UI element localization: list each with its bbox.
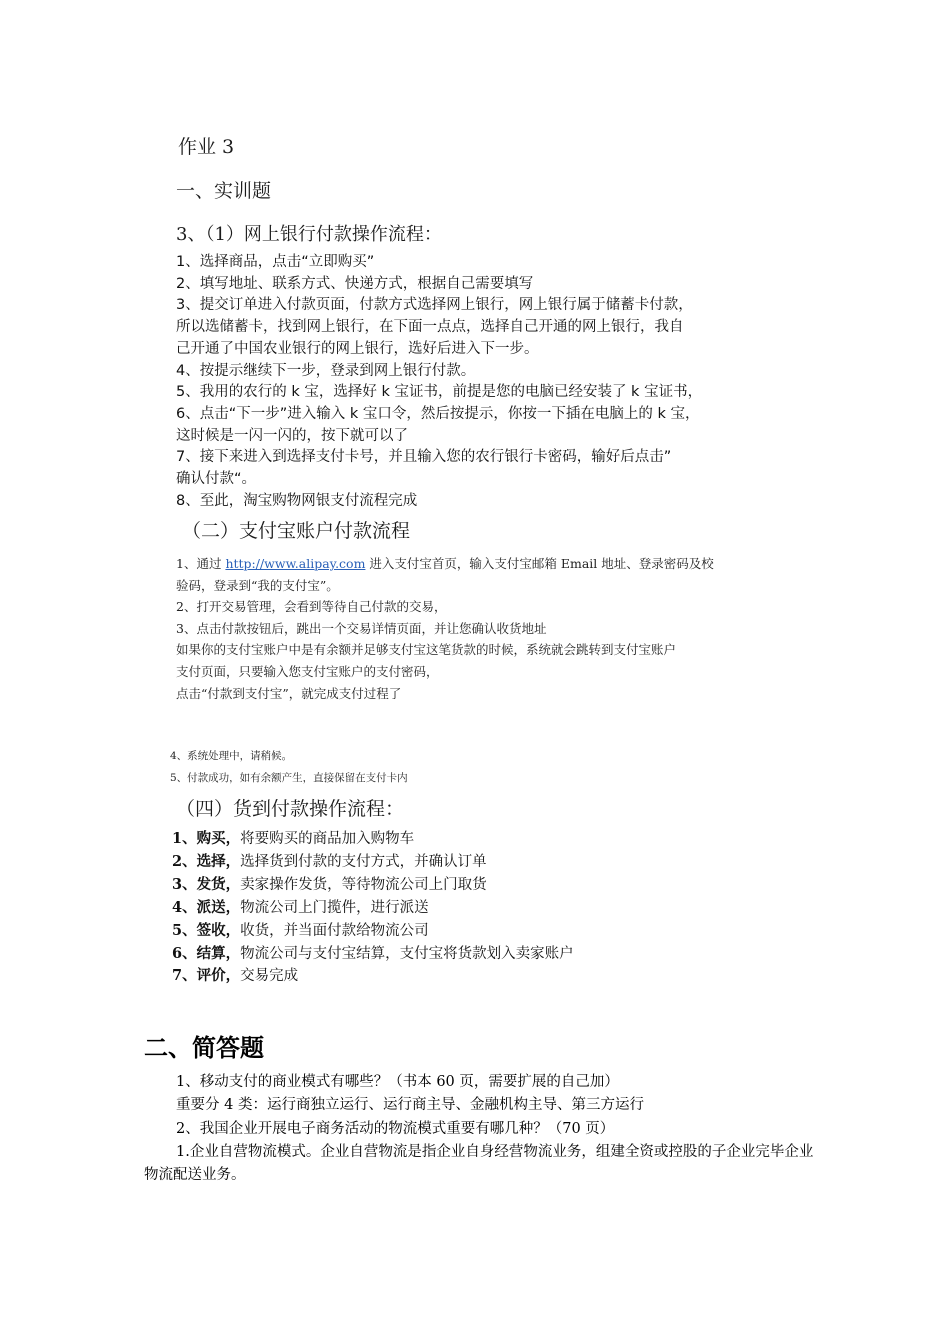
list-item bbox=[172, 828, 574, 851]
list-item: 验码，登录到“我的支付宝”。 bbox=[176, 577, 339, 593]
alipay-link[interactable]: http://www.alipay.com bbox=[225, 556, 366, 571]
step-label: 5、签收， bbox=[172, 921, 241, 939]
list-item: 7、接下来进入到选择支付卡号，并且输入您的农行银行卡密码，输好后点击” bbox=[176, 449, 672, 466]
cod-payment-steps bbox=[172, 828, 574, 988]
step-text: 将要购买的商品加入购物车 bbox=[240, 831, 415, 847]
list-item: 4、按提示继续下一步，登录到网上银行付款。 bbox=[176, 362, 476, 379]
step-text: 物流公司与支付宝结算，支付宝将货款划入卖家账户 bbox=[240, 945, 574, 962]
alipay-extra-steps bbox=[170, 745, 408, 789]
list-item: 这时候是一闪一闪的，按下就可以了 bbox=[176, 427, 408, 444]
step-label: 6、结算， bbox=[172, 944, 241, 962]
list-item: 1、选择商品，点击“立即购买” bbox=[176, 254, 375, 270]
cod-payment-heading: （四）货到付款操作流程： bbox=[176, 798, 405, 820]
step-label: 7、评价， bbox=[172, 967, 241, 985]
list-item: 2、填写地址、联系方式、快递方式，根据自己需要填写 bbox=[176, 275, 534, 292]
step-label: 1、购买， bbox=[172, 830, 241, 847]
section1-heading: 一、实训题 bbox=[176, 180, 272, 202]
bank-payment-steps bbox=[176, 252, 702, 512]
list-item bbox=[172, 920, 574, 943]
list-item: 2、打开交易管理，会看到等待自己付款的交易， bbox=[176, 599, 447, 615]
list-item: 4、系统处理中，请稍候。 bbox=[170, 750, 293, 762]
step-text: 物流公司上门揽件，进行派送 bbox=[240, 899, 429, 916]
list-item bbox=[172, 897, 574, 920]
bank-payment-heading: 3、（1）网上银行付款操作流程： bbox=[176, 224, 442, 245]
short-answer-block bbox=[144, 1071, 814, 1187]
list-item: 支付页面，只要输入您支付宝账户的支付密码， bbox=[176, 663, 439, 679]
list-item: 点击“付款到支付宝”，就完成支付过程了 bbox=[176, 685, 402, 701]
list-item bbox=[172, 874, 574, 897]
answer-2: 1.企业自营物流模式。企业自营物流是指企业自身经营物流业务，组建全资或控股的子企业完毕企业物流配送业务。 bbox=[144, 1143, 814, 1184]
answer-1: 重要分 4 类：运行商独立运行、运行商主导、金融机构主导、第三方运行 bbox=[176, 1097, 644, 1114]
list-item: 6、点击“下一步”进入输入 k 宝口令，然后按提示，你按一下插在电脑上的 k 宝， bbox=[176, 405, 700, 422]
list-item bbox=[172, 965, 574, 988]
list-item: 如果你的支付宝账户中是有余额并足够支付宝这笔货款的时候，系统就会跳转到支付宝账户 bbox=[176, 642, 677, 658]
step-label: 2、选择， bbox=[172, 852, 241, 870]
list-item: 确认付款“。 bbox=[176, 471, 257, 488]
list-item: 5、付款成功，如有余额产生，直接保留在支付卡内 bbox=[170, 772, 408, 784]
step-text: 收货，并当面付款给物流公司 bbox=[240, 922, 429, 939]
list-item: 3、提交订单进入付款页面，付款方式选择网上银行，网上银行属于储蓄卡付款， bbox=[176, 297, 693, 314]
step-prefix: 1、通过 bbox=[176, 556, 226, 571]
question-1: 1、移动支付的商业模式有哪些？（书本 60 页，需要扩展的自己加） bbox=[176, 1074, 619, 1090]
step-text: 交易完成 bbox=[240, 968, 299, 985]
list-item bbox=[172, 851, 574, 874]
alipay-payment-steps bbox=[176, 553, 714, 704]
section2-heading: 二、简答题 bbox=[144, 1033, 264, 1062]
list-item: 所以选储蓄卡，找到网上银行，在下面一点点，选择自己开通的网上银行，我自 bbox=[176, 319, 684, 336]
step-label: 4、派送， bbox=[172, 898, 241, 916]
list-item: 己开通了中国农业银行的网上银行，选好后进入下一步。 bbox=[176, 340, 539, 357]
list-item bbox=[176, 553, 714, 575]
alipay-payment-heading: （二）支付宝账户付款流程 bbox=[182, 520, 411, 542]
step-label: 3、发货， bbox=[172, 875, 241, 893]
step-suffix: 进入支付宝首页，输入支付宝邮箱 Email 地址、登录密码及校 bbox=[365, 556, 714, 571]
list-item bbox=[172, 943, 574, 966]
document-title: 作业 3 bbox=[178, 136, 235, 158]
list-item: 3、点击付款按钮后，跳出一个交易详情页面，并让您确认收货地址 bbox=[176, 620, 547, 636]
list-item: 5、我用的农行的 k 宝，选择好 k 宝证书，前提是您的电脑已经安装了 k 宝证书， bbox=[176, 384, 703, 401]
step-text: 卖家操作发货，等待物流公司上门取货 bbox=[240, 876, 487, 893]
step-text: 选择货到付款的支付方式，并确认订单 bbox=[240, 853, 487, 870]
question-2: 2、我国企业开展电子商务活动的物流模式重要有哪几种？（70 页） bbox=[176, 1120, 615, 1137]
list-item: 8、至此，淘宝购物网银支付流程完成 bbox=[176, 492, 418, 509]
